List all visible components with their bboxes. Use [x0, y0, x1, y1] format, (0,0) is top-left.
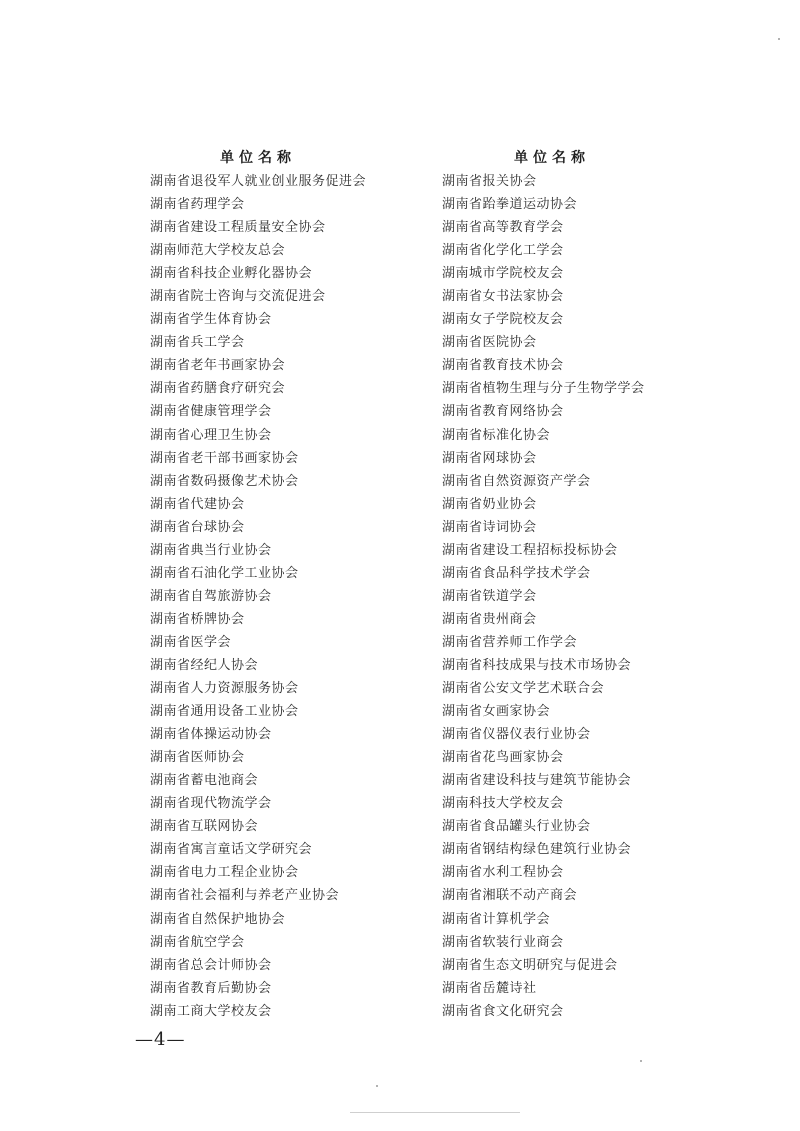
- scan-speck: [640, 1060, 642, 1062]
- organization-name: 湖南省寓言童话文学研究会: [150, 842, 313, 858]
- organization-name: 湖南省数码摄像艺术协会: [150, 473, 299, 489]
- organization-name: 湖南省岳麓诗社: [442, 980, 537, 996]
- organization-name: 湖南省诗词协会: [442, 519, 537, 535]
- organization-name: 湖南省计算机学会: [442, 911, 551, 927]
- scan-speck: [778, 38, 780, 40]
- organization-name: 湖南省钢结构绿色建筑行业协会: [442, 842, 632, 858]
- organization-name: 湖南省贵州商会: [442, 611, 537, 627]
- organization-name: 湖南省台球协会: [150, 519, 245, 535]
- organization-name: 湖南省公安文学艺术联合会: [442, 681, 605, 697]
- organization-name: 湖南省心理卫生协会: [150, 427, 272, 443]
- organization-name: 湖南省人力资源服务协会: [150, 681, 299, 697]
- organization-name: 湖南省航空学会: [150, 934, 245, 950]
- scan-edge-line: [350, 1112, 520, 1113]
- page-number: —4—: [135, 1029, 186, 1050]
- organization-name: 湖南省高等教育学会: [442, 220, 564, 236]
- scan-speck: [376, 1085, 378, 1087]
- organization-name: 湖南省现代物流学会: [150, 796, 272, 812]
- organization-name: 湖南城市学院校友会: [442, 266, 564, 282]
- right-entry-list: [442, 170, 742, 1023]
- organization-name: 湖南省花鸟画家协会: [442, 750, 564, 766]
- organization-name: 湖南省典当行业协会: [150, 542, 272, 558]
- left-entry-list: [150, 170, 420, 1023]
- organization-name: 湖南省跆拳道运动协会: [442, 197, 578, 213]
- organization-name: 湖南省体操运动协会: [150, 727, 272, 743]
- organization-name: 湖南省学生体育协会: [150, 312, 272, 328]
- organization-name: 湖南省电力工程企业协会: [150, 865, 299, 881]
- organization-name: 湖南省药理学会: [150, 197, 245, 213]
- organization-name: 湖南省化学化工学会: [442, 243, 564, 259]
- organization-name: 湖南省退役军人就业创业服务促进会: [150, 174, 367, 189]
- organization-name: 湖南省标准化协会: [442, 427, 551, 443]
- organization-name: 湖南工商大学校友会: [150, 1003, 272, 1019]
- right-column-header: 单位名称: [514, 150, 590, 166]
- organization-name: 湖南省建设工程招标投标协会: [442, 542, 618, 558]
- organization-name: 湖南省石油化学工业协会: [150, 565, 299, 581]
- organization-name: 湖南省药膳食疗研究会: [150, 381, 286, 397]
- organization-name: 湖南女子学院校友会: [442, 312, 564, 328]
- organization-name: 湖南省健康管理学会: [150, 404, 272, 420]
- organization-name: 湖南省水利工程协会: [442, 865, 564, 881]
- organization-name: 湖南省植物生理与分子生物学学会: [442, 381, 645, 397]
- organization-name: 湖南省兵工学会: [150, 335, 245, 351]
- organization-name: 湖南省教育后勤协会: [150, 980, 272, 996]
- organization-name: 湖南省通用设备工业协会: [150, 704, 299, 720]
- organization-name: 湖南省营养师工作学会: [442, 634, 578, 650]
- left-column-header: 单位名称: [220, 150, 296, 166]
- organization-name: 湖南省蓄电池商会: [150, 773, 259, 789]
- organization-name: 湖南省社会福利与养老产业协会: [150, 888, 340, 904]
- organization-name: 湖南省生态文明研究与促进会: [442, 957, 618, 973]
- right-column: [442, 146, 742, 1023]
- organization-name: 湖南省自然资源资产学会: [442, 473, 591, 489]
- organization-name: 湖南省教育技术协会: [442, 358, 564, 374]
- organization-name: 湖南省医师协会: [150, 750, 245, 766]
- organization-name: 湖南科技大学校友会: [442, 796, 564, 812]
- organization-name: 湖南省食文化研究会: [442, 1003, 564, 1019]
- left-column: [150, 146, 420, 1023]
- organization-name: 湖南省建设科技与建筑节能协会: [442, 773, 632, 789]
- organization-name: 湖南省经纪人协会: [150, 657, 259, 673]
- organization-name: 湖南省食品罐头行业协会: [442, 819, 591, 835]
- organization-name: 湖南省食品科学技术学会: [442, 565, 591, 581]
- organization-name: 湖南省科技成果与技术市场协会: [442, 657, 632, 673]
- organization-name: 湖南省软装行业商会: [442, 934, 564, 950]
- organization-name: 湖南省铁道学会: [442, 588, 537, 604]
- organization-name: 湖南省老干部书画家协会: [150, 450, 299, 466]
- organization-name: 湖南省仪器仪表行业协会: [442, 727, 591, 743]
- organization-name: 湖南师范大学校友总会: [150, 243, 286, 259]
- organization-name: 湖南省网球协会: [442, 450, 537, 466]
- organization-name: 湖南省代建协会: [150, 496, 245, 512]
- organization-name: 湖南省湘联不动产商会: [442, 888, 578, 904]
- organization-name: 湖南省自驾旅游协会: [150, 588, 272, 604]
- organization-name: 湖南省科技企业孵化器协会: [150, 266, 313, 282]
- organization-name: 湖南省教育网络协会: [442, 404, 564, 420]
- organization-name: 湖南省医院协会: [442, 335, 537, 351]
- organization-name: 湖南省院士咨询与交流促进会: [150, 289, 326, 305]
- organization-name: 湖南省桥牌协会: [150, 611, 245, 627]
- organization-name: 湖南省奶业协会: [442, 496, 537, 512]
- organization-name: 湖南省自然保护地协会: [150, 911, 286, 927]
- organization-name: 湖南省医学会: [150, 634, 232, 650]
- organization-name: 湖南省女书法家协会: [442, 289, 564, 305]
- organization-name: 湖南省女画家协会: [442, 704, 551, 720]
- organization-name: 湖南省总会计师协会: [150, 957, 272, 973]
- organization-name: 湖南省报关协会: [442, 174, 537, 189]
- organization-name: 湖南省互联网协会: [150, 819, 259, 835]
- organization-name: 湖南省建设工程质量安全协会: [150, 220, 326, 236]
- organization-name: 湖南省老年书画家协会: [150, 358, 286, 374]
